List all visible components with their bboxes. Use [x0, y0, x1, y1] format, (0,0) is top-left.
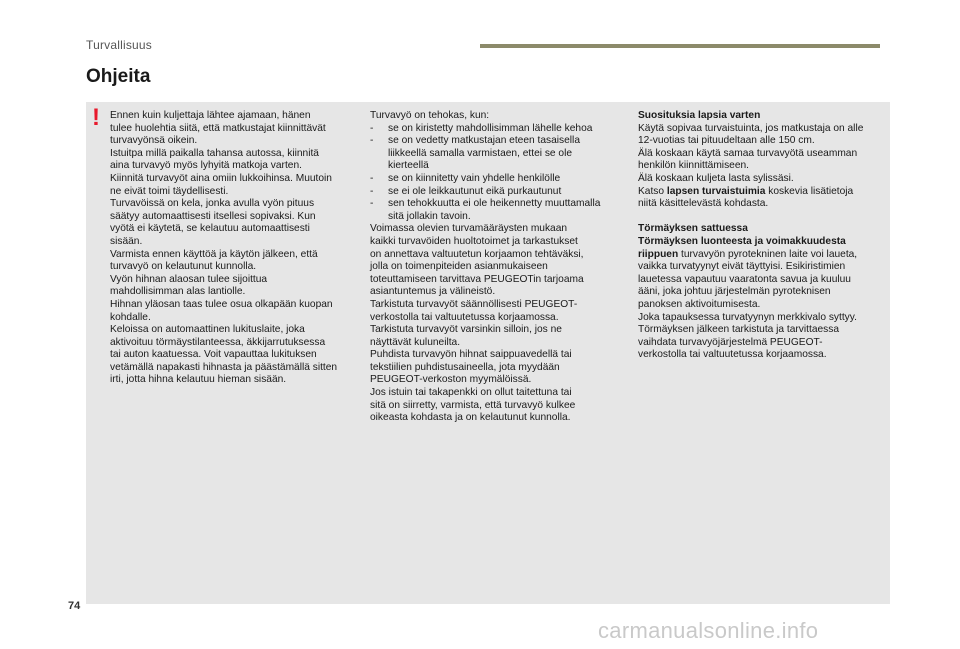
- children-collision-column: [638, 110, 884, 362]
- text-line: vetämällä napakasti hihnasta ja päästämällä sitten: [110, 361, 338, 373]
- text-line: Hihnan yläosan taas tulee osua olkapään kuopan: [110, 298, 333, 310]
- list-item: - se on kiinnitetty vain yhdelle henkilölle: [370, 173, 610, 186]
- children-heading: Suosituksia lapsia varten: [638, 110, 761, 121]
- text-line: Tarkistuta turvavyöt säännöllisesti PEUGEOT-: [370, 298, 578, 310]
- text-line: vyötä ei käytetä, se kelautuu automaattisesti: [110, 223, 310, 235]
- text-line: Älä koskaan kuljeta lasta sylissäsi.: [638, 172, 794, 184]
- text-line: Turvavöissä on kela, jonka avulla vyön pituus: [110, 198, 315, 210]
- text-line: Istuitpa millä paikalla tahansa autossa, kiinnitä: [110, 147, 319, 159]
- text-line: ääni, joka johtuu järjestelmän pyroteknisen: [638, 286, 831, 298]
- header-rule: [480, 44, 880, 48]
- text-line: henkilön kiinnittämiseen.: [638, 160, 749, 172]
- text-line: PEUGEOT-verkoston myymälöissä.: [370, 374, 532, 386]
- text-line: näyttävät kuluneilta.: [370, 336, 461, 348]
- text-line: Tarkistuta turvavyöt varsinkin silloin, jos ne: [370, 324, 562, 336]
- text-line: verkostolla tai valtuutetussa korjaamossa.: [370, 311, 559, 323]
- text-line: aktivoituu törmäystilanteessa, äkkijarrutuksessa: [110, 336, 326, 348]
- collision-subheading: Törmäyksen luonteesta ja voimakkuudesta: [638, 235, 846, 247]
- text-line: Ennen kuin kuljettaja lähtee ajamaan, hänen: [110, 110, 311, 121]
- text-line: kaikki turvavöiden huoltotoimet ja tarkastukset: [370, 235, 578, 247]
- watermark: carmanualsonline.info: [598, 618, 819, 643]
- collision-heading: Törmäyksen sattuessa: [638, 223, 748, 235]
- text-line: Törmäyksen jälkeen tarkistuta ja tarvittaessa: [638, 324, 840, 336]
- list-item: - sen tehokkuutta ei ole heikennetty muuttamalla sitä jollakin tavoin.: [370, 198, 610, 223]
- text-line: tai auton kaatuessa. Voit vapauttaa lukituksen: [110, 349, 317, 361]
- page-number: 74: [68, 600, 81, 612]
- text-line: jolla on toimenpiteiden asianmukaiseen: [370, 261, 548, 273]
- text-line: on annettava valtuutetun korjaamon tehtäväksi,: [370, 248, 584, 260]
- list-item: - se on vedetty matkustajan eteen tasaisella liikkeellä samalla varmistaen, ettei se ole kierteellä: [370, 135, 610, 173]
- text-line: turvavyönsä oikein.: [110, 135, 198, 147]
- exclamation-icon: !: [92, 104, 100, 131]
- see-reference-line: [638, 186, 884, 199]
- text-line: sitä on siirretty, varmista, että turvavyö kulkee: [370, 399, 576, 411]
- text-line: säätyy automaattisesti itsellesi sopivaksi. Kun: [110, 210, 316, 222]
- text-line: tulee huolehtia siitä, että matkustajat kiinnittävät: [110, 122, 326, 134]
- text-line: Keloissa on automaattinen lukituslaite, joka: [110, 324, 305, 336]
- text-line: niitä käsittelevästä kohdasta.: [638, 198, 769, 210]
- text-line: Käytä sopivaa turvaistuinta, jos matkustaja on alle: [638, 122, 864, 134]
- child-seats-link[interactable]: lapsen turvaistuimia: [666, 185, 766, 197]
- collision-first-rest: turvavyön pyrotekninen laite voi laueta,: [678, 248, 858, 260]
- text-line: oikeasta kohdasta ja on kelautunut kunnolla.: [370, 412, 571, 424]
- page-title: Ohjeita: [86, 66, 151, 87]
- see-prefix: Katso: [638, 185, 667, 197]
- text-line: Varmista ennen käyttöä ja käytön jälkeen, että: [110, 248, 318, 260]
- text-line: vaikka turvatyynyt eivät täyttyisi. Esikiristimien: [638, 261, 846, 273]
- effectiveness-list: [370, 123, 610, 224]
- collision-bold-word: riippuen: [638, 248, 679, 260]
- effectiveness-column: [370, 110, 610, 425]
- text-line: toteuttamiseen tarvittava PEUGEOTin tarjoama: [370, 273, 584, 285]
- text-line: kohdalle.: [110, 311, 151, 323]
- text-line: verkostolla tai valtuutetussa korjaamossa.: [638, 349, 827, 361]
- text-line: ne eivät toimi täydellisesti.: [110, 185, 229, 197]
- text-line: Voimassa olevien turvamääräysten mukaan: [370, 223, 568, 235]
- section-label: Turvallisuus: [86, 38, 152, 52]
- text-line: turvavyö on kelautunut kunnolla.: [110, 261, 257, 273]
- text-line: Älä koskaan käytä samaa turvavyötä useamman: [638, 147, 858, 159]
- text-line: Vyön hihnan alaosan tulee sijoittua: [110, 273, 268, 285]
- text-line: sisään.: [110, 235, 143, 247]
- text-line: [638, 249, 884, 262]
- intro-text: Turvavyö on tehokas, kun:: [370, 110, 490, 121]
- text-line: Kiinnitä turvavyöt aina omiin lukkoihinsa. Muutoin: [110, 172, 332, 184]
- text-line: tekstiilien puhdistusaineella, jota myydään: [370, 361, 560, 373]
- text-line: vaihdata turvavyöjärjestelmä PEUGEOT-: [638, 336, 823, 348]
- text-line: mahdollisimman alas lantiolle.: [110, 286, 246, 298]
- warning-column: [110, 110, 358, 387]
- text-line: irti, jotta hihna kelautuu hieman sisään.: [110, 374, 287, 386]
- text-line: Puhdista turvavyön hihnat saippuavedellä tai: [370, 349, 572, 361]
- text-line: asiantuntemus ja välineistö.: [370, 286, 496, 298]
- text-line: aina turvavyö myös lyhyitä matkoja varten.: [110, 160, 302, 172]
- list-item: - se on kiristetty mahdollisimman lähelle kehoa: [370, 123, 610, 136]
- text-line: Joka tapauksessa turvatyynyn merkkivalo syttyy.: [638, 311, 857, 323]
- text-line: panoksen aktivoitumisesta.: [638, 298, 761, 310]
- text-line: 12-vuotias tai pituudeltaan alle 150 cm.: [638, 135, 815, 147]
- text-line: lauetessa vapautuu vaaratonta savua ja kuuluu: [638, 273, 851, 285]
- list-item: - se ei ole leikkautunut eikä purkautunut: [370, 186, 610, 199]
- text-line: Jos istuin tai takapenkki on ollut taitettuna tai: [370, 387, 572, 399]
- see-suffix: koskevia lisätietoja: [765, 185, 854, 197]
